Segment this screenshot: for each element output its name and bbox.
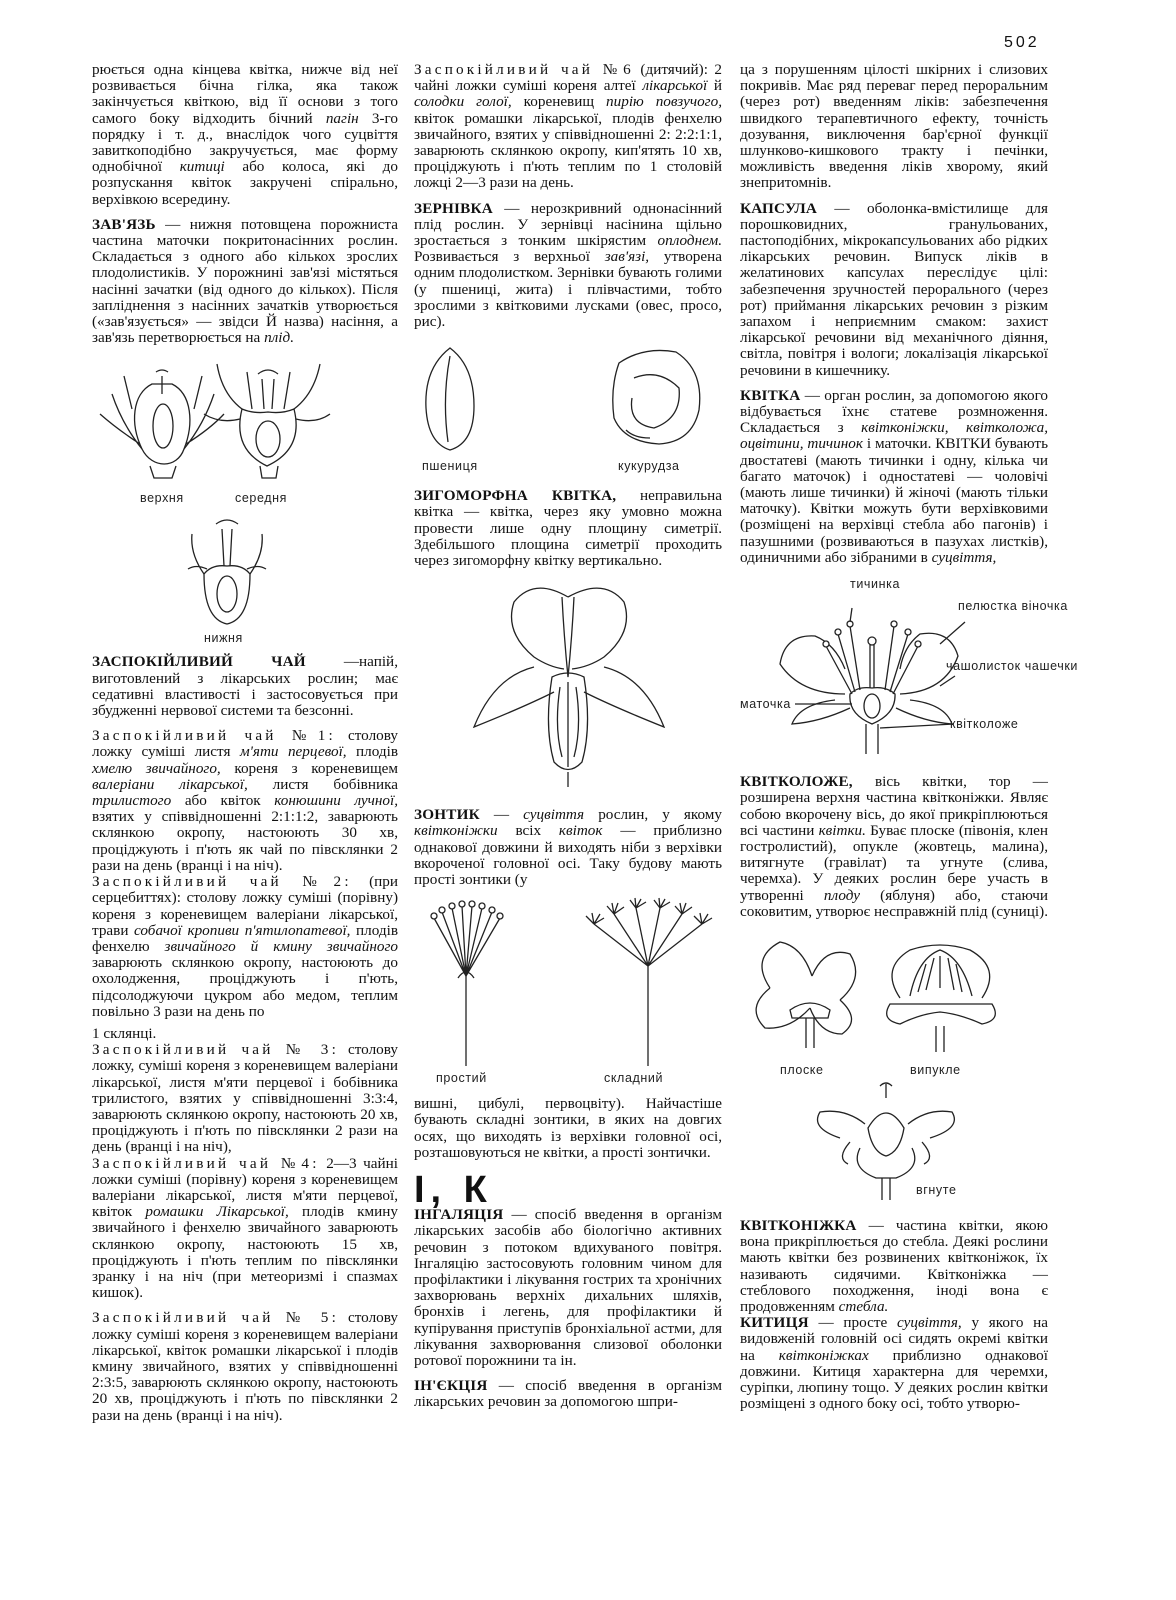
- convex-receptacle-drawing: [887, 945, 996, 1077]
- page-number: 502: [1004, 34, 1040, 51]
- entry-heading: КВІТКОЛОЖЕ,: [740, 773, 853, 791]
- entry-inhalation: ІНГАЛЯЦІЯ — спосіб введення в організм лікарських засобів або біологічно активних речовин з потоком вдихуваного повітря. Інгаляцію застосовують головним чином для профілактики і лікування гострих та хронічних захворювань верхніх дихальних шляхів, бронхів і легень, для профілактики й купірування приступів бронхіальної астми, для лікування захворювання слизової оболонки ротової порожнини та ін.: [414, 1206, 722, 1369]
- fig-label: випукле: [910, 1062, 961, 1077]
- zygomorphic-flower-figure: [414, 577, 722, 797]
- entry-zavyaz: ЗАВ'ЯЗЬ — нижня потовщена порожниста частина маточки покритонасінних рослин. Складається з одного або кількох зрослих плодолистиків. У порожнині зав'язі містяться насінні зачатки (від одного до кількох). Після запліднення з насінних зачатків утворюється («зав'язується» — звідси Й назва) насіння, а зав'язь перетворюється на плід.: [92, 215, 398, 347]
- simple-umbel-drawing: [431, 901, 503, 1085]
- entry-heading: КВІТКОНІЖКА: [740, 1216, 857, 1234]
- ovary-upper-drawing: [100, 370, 224, 505]
- recipe-4: Заспокійливий чай №4: 2—3 чайні ложки суміші (порівну) кореня з кореневищем валеріани лікарської, листя м'яти перцевої, квіток ромашки Лікарської, плодів кмину звичайного і фенхелю звичайного заварюють склянкою окропу, настоюють 15 хв, проціджують і п'ють теплим по півсклянки зранку і на ніч (при метеоризмі і спазмах кишок).: [92, 1154, 399, 1302]
- column-left: [92, 62, 398, 1433]
- entry-heading: ЗЕРНІВКА: [414, 199, 493, 217]
- entry-heading: ЗАВ'ЯЗЬ: [92, 215, 156, 233]
- fig-label: кукурудза: [618, 459, 680, 474]
- concave-receptacle-drawing: [818, 1083, 957, 1200]
- recipe-1: Заспокійливий чай №1: столову ложку суміші листя м'яти перцевої, плодів хмелю звичайного, кореня з кореневищем валеріани лікарської, листя бобівника трилистого або квіток конюшини лучної, взятих у співвідношенні 2:1:1:2, заварюють склянкою окропу, настоюють 30 хв, проціджують і п'ють як чай по півсклянки 2 рази на день (вранці і на ніч).: [92, 727, 399, 874]
- column-right: [740, 61, 1078, 1421]
- entry-capsule: КАПСУЛА — оболонка-вмістилище для порошковидних, гранульованих, пастоподібних, мікрокапсульованих або рідких лікарських речовин. Випуск ліків в желатинових капсулах переслідує цілі: забезпечення зручностей перорального (через рот) приймання лікарських речовин з різким запахом і неприємним смаком: захист лікарської речовини від механічного діяння, світла, повітря і вологи; локалізація лікарської речовини в кишечнику.: [740, 199, 1048, 379]
- receptacle-types-figure: [740, 928, 1048, 1208]
- entry-heading: ЗОНТИК: [414, 806, 480, 824]
- umbel-figure: [414, 896, 722, 1086]
- ovary-figure: [92, 354, 398, 644]
- flower-structure-figure: [740, 574, 1078, 764]
- entry-heading: ЗИГОМОРФНА КВІТКА,: [414, 487, 617, 505]
- fig-label: тичинка: [850, 577, 901, 592]
- flat-receptacle-drawing: [756, 942, 856, 1077]
- wheat-grain-drawing: [422, 348, 478, 473]
- entry-continuation: рюється одна кінцева квітка, нижче від неї розвивається бічна гілка, яка також закінчується квіткою, від її основи з того самого боку відходить бічний пагін 3-го порядку і т. д., внаслідок чого суцвіття завиткоподібно закручується, має форму однобічної китиці або колоса, які до розпускання квіток закручені спірально, верхівкою всередину.: [92, 61, 399, 208]
- section-letter: І, К: [414, 1169, 493, 1212]
- entry-heading: ІН'ЄКЦІЯ: [414, 1377, 488, 1395]
- compound-umbel-drawing: [586, 898, 712, 1085]
- corn-grain-drawing: [613, 351, 700, 474]
- fig-label: пелюстка віночка: [958, 599, 1068, 614]
- fig-label: середня: [235, 491, 287, 506]
- entry-heading: ІНГАЛЯЦІЯ: [414, 1206, 504, 1224]
- entry-zaspokiylyvyi-chai: ЗАСПОКІЙЛИВИЙ ЧАЙ —напій, виготовлений з лікарських рослин; має седативні властивості і застосовується при збудженні нервової системи та безсонні.: [92, 653, 398, 720]
- entry-heading: КВІТКА: [740, 386, 801, 404]
- grain-figure: [414, 338, 722, 478]
- recipe-2: Заспокійливий чай №2: (при серцебиттях): столову ложку суміші (порівну) кореня з кореневищем валеріани лікарської, трави собачої кропиви п'ятилопатевої, плодів фенхелю звичайного й кмину звичайного заварюють склянкою окропу, настоюють до охолодження, проціджують і п'ють, підсолоджуючи цукром або медом, теплим повільно 3 рази на день по: [92, 873, 399, 1020]
- fig-label: вгнуте: [916, 1182, 957, 1197]
- fig-label: маточка: [740, 697, 791, 712]
- entry-zygomorphic-flower: ЗИГОМОРФНА КВІТКА, неправильна квітка — квітка, через яку умовно можна провести лише одну площину симетрії. Здебільшого площина симетрії проходить через зигоморфну квітку вертикально.: [414, 487, 722, 570]
- entry-injection: ІН'ЄКЦІЯ — спосіб введення в організм лікарських речовин за допомогою шпри-: [414, 1377, 722, 1411]
- recipe-5: Заспокійливий чай № 5: столову ложку суміші кореня з кореневищем валеріани лікарської, квіток ромашки лікарської і плодів кмину звичайного, взятих у співвідношенні 2:3:5, заварюють склянкою окропу, настоюють 20 хв, проціджують і п'ють по півсклянки 2 рази на день (вранці і на ніч).: [92, 1309, 398, 1424]
- recipe-3: Заспокійливий чай № 3: столову ложку, суміші кореня з кореневищем валеріани лікарської, листя м'яти перцевої і бобівника трилистого, взятих у співвідношенні 3:3:4, заварюють склянкою окропу, настоюють 20 хв, проціджують і п'ють по півсклянки 2 рази на день (вранці і на ніч),: [92, 1041, 398, 1156]
- entry-receptacle: КВІТКОЛОЖЕ, вісь квітки, тор — розширена верхня частина квітконіжки. Являє собою вкорочену вісь, до якої прикріплюються всі частини квітки. Буває плоске (півонія, клен гостролистий), опукле (жовтець, малина), витягнуте (гравілат) та угнуте (слива, черемха). У деяких рослин бере участь в утворенні плоду (яблуня) або, стаючи соковитим, утворює несправжній плід (суниці).: [740, 773, 1049, 920]
- ovary-lower-drawing: [188, 520, 266, 645]
- entry-flower: КВІТКА — орган рослин, за допомогою якого відбувається їхнє статеве розмноження. Складається з квітконіжки, квітколожа, оцвітини, тичинок і маточки. КВІТКИ бувають двостатеві (мають тичинки і одну, кілька чи багато маточок) і одностатеві — чоловічі (мають лише тичинки) й жіночі (мають тільки маточку). Квітки можуть бути верхівковими (розміщені на верхівці стебла або пагонів) і пазушними (розвиваються в пазухах листків), одиничними або зібраними в суцвіття,: [740, 386, 1049, 566]
- fig-label: верхня: [140, 491, 184, 506]
- entry-heading: ЗАСПОКІЙЛИВИЙ ЧАЙ: [92, 653, 306, 671]
- ovary-middle-drawing: [204, 364, 330, 505]
- entry-zontyk-end: вишні, цибулі, первоцвіту). Найчастіше бувають складні зонтики, в яких на довгих осях, що виходять із верхівки головної осі, розташовуються не квітки, а прості зонтички.: [414, 1095, 722, 1161]
- entry-raceme: КИТИЦЯ — просте суцвіття, у якого на видовженій головній осі сидять окремі квітки на квітконіжках приблизно однакової довжини. Китиця характерна для черемхи, суріпки, люпину тощо. У деяких рослин квітки розміщені з одного боку осі, тобто утворю-: [740, 1314, 1049, 1413]
- entry-heading: КАПСУЛА: [740, 199, 818, 217]
- fig-label: плоске: [780, 1062, 824, 1077]
- entry-heading: КИТИЦЯ: [740, 1314, 809, 1332]
- recipe-6: Заспокійливий чай №6 (дитячий): 2 чайні ложки суміші кореня алтеї лікарської й солодки голої, кореневищ пирію повзучого, квіток ромашки лікарської, плодів фенхелю звичайного, взятих у співвідношенні 2: 2:2:1:1, заварюють склянкою окропу, кип'ятять 10 хв, проціджують і п'ють теплим по 1 столовій ложці 2—3 рази на день.: [414, 61, 723, 192]
- column-middle: [414, 62, 722, 1420]
- entry-zernivka: ЗЕРНІВКА — нерозкривний однонасінний плід рослин. У зернівці насінина щільно зростається з тонким шкірястим оплоднем. Розвивається з верхньої зав'язі, утворена одним плодолистком. Зернівки бувають голими (у пшениці, жита) і плівчастими, тобто зрослими з квітковими лусками (овес, просо, рис).: [414, 199, 723, 331]
- fig-label: простий: [436, 1071, 487, 1086]
- entry-pedicel: КВІТКОНІЖКА — частина квітки, якою вона прикріплюється до стебла. Деякі рослини мають квітки без розвинених квітконіжок, їх називають сидячими. Квітконіжка — стеблового походження, іноді вона є продовженням стебла.: [740, 1216, 1048, 1315]
- fig-label: квітколоже: [950, 717, 1019, 732]
- recipe-2-end: 1 склянці.: [92, 1024, 157, 1042]
- fig-label: складний: [604, 1071, 664, 1086]
- entry-zontyk: ЗОНТИК — суцвіття рослин, у якому квітконіжки всіх квіток — приблизно однакової довжини й виходять ніби з верхівки вкороченої головної осі. Таку будову мають прості зонтики (у: [414, 806, 723, 889]
- entry-injection-end: ца з порушенням цілості шкірних і слизових покривів. Має ряд переваг перед пероральним (через рот) введенням ліків: забезпечення швидкого терапевтичного ефекту, точність дозування, виключення бар'єрної функції шлунково-кишкового тракту і печінки, можливість введення ліків хворому, який знепритомнів.: [740, 61, 1048, 192]
- fig-label: чашолисток чашечки: [946, 659, 1078, 674]
- fig-label: пшениця: [422, 459, 478, 474]
- fig-label: нижня: [204, 631, 243, 646]
